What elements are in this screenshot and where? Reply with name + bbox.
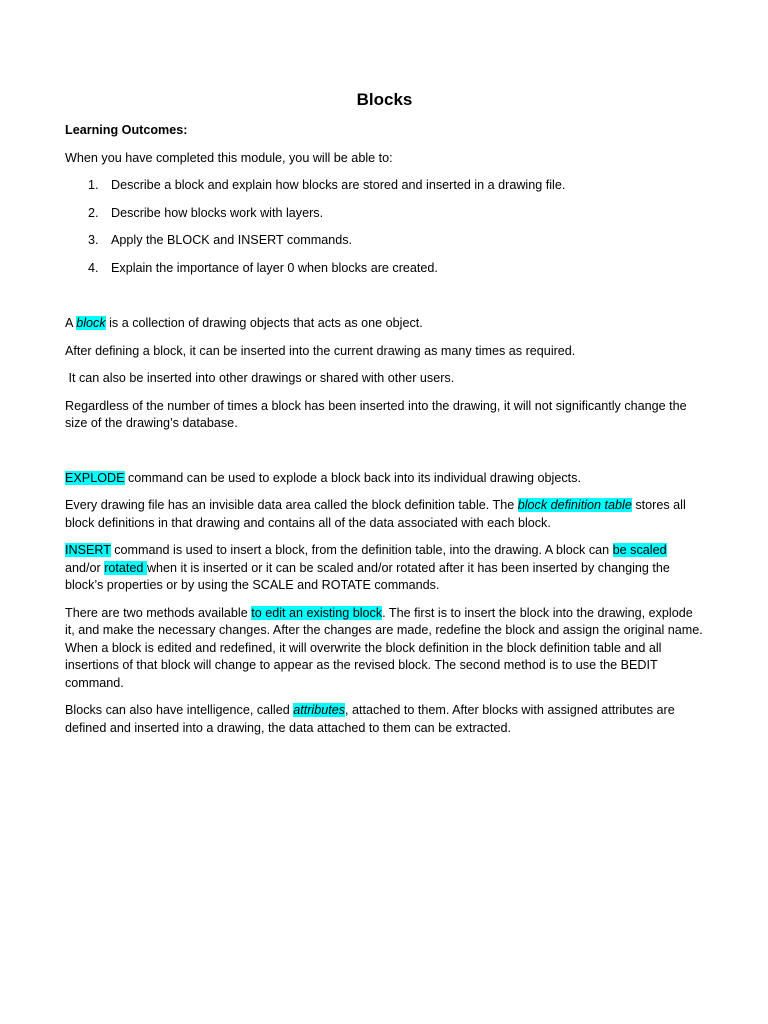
list-item-text: Describe a block and explain how blocks are stored and inserted in a drawing file.: [111, 178, 566, 192]
list-item-number: 1.: [88, 178, 99, 192]
list-item: [65, 205, 704, 223]
block-definition-paragraph: [65, 315, 704, 333]
list-item-text: Describe how blocks work with layers.: [111, 205, 324, 220]
attributes-paragraph: [65, 702, 704, 737]
list-item-number: 4.: [88, 260, 99, 275]
edit-block-paragraph: [65, 605, 704, 693]
list-item-number: 3.: [88, 233, 99, 247]
text-run: and/or: [65, 560, 105, 575]
highlight-explode: EXPLODE: [65, 470, 125, 485]
highlight-block-definition-table: block definition table: [517, 498, 632, 512]
learning-outcomes-intro: When you have completed this module, you will be able to:: [65, 150, 393, 165]
highlight-attributes: attributes: [293, 703, 346, 717]
text-run: . The first is to insert the block into the drawing, explode it, and make the necessary changes. After the changes are made, redefine the block and assign the original name. When a block is edited and redefined, it will overwrite the block definition in the block definition table and all insertions of that block will change to appear as the revised block. The second method is to use the BEDIT command.: [65, 605, 703, 690]
definition-table-paragraph: [65, 497, 704, 532]
highlight-edit-existing-block: to edit an existing block: [251, 605, 383, 620]
list-item: [65, 177, 704, 195]
list-item-text: Explain the importance of layer 0 when blocks are created.: [111, 260, 438, 275]
highlight-insert: INSERT: [65, 543, 111, 557]
page-title: Blocks: [356, 90, 413, 109]
learning-outcomes-list: [65, 177, 704, 277]
list-item: [65, 232, 704, 250]
share-paragraph: It can also be inserted into other drawings or shared with other users.: [65, 371, 455, 385]
insert-command-paragraph: [65, 542, 704, 595]
text-run: Blocks can also have intelligence, called: [65, 703, 294, 717]
highlight-block-term: block: [76, 316, 106, 330]
text-run: Every drawing file has an invisible data area called the block definition table. The: [65, 498, 518, 512]
text-run: There are two methods available: [65, 605, 252, 620]
text-run: when it is inserted or it can be scaled and/or rotated after it has been inserted by changing the block’s properties or by using the SCALE and ROTATE commands.: [65, 560, 670, 592]
text-run: , attached to them. After blocks with assigned attributes are defined and inserted into a drawing, the data attached to them can be extracted.: [65, 703, 675, 735]
learning-outcomes-heading: Learning Outcomes:: [65, 123, 188, 137]
list-item: [65, 260, 704, 278]
explode-paragraph: [65, 470, 704, 488]
text-run: stores all block definitions in that drawing and contains all of the data associated with each block.: [65, 498, 686, 530]
highlight-be-scaled: be scaled: [612, 543, 667, 557]
text-run: command can be used to explode a block back into its individual drawing objects.: [124, 470, 581, 485]
list-item-number: 2.: [88, 205, 99, 220]
text-run: command is used to insert a block, from the definition table, into the drawing. A block can: [110, 543, 613, 557]
database-size-paragraph: Regardless of the number of times a block has been inserted into the drawing, it will not significantly change the size of the drawing’s database.: [65, 398, 687, 430]
highlight-rotated: rotated: [104, 560, 147, 575]
insert-times-paragraph: After defining a block, it can be inserted into the current drawing as many times as required.: [65, 343, 576, 358]
text-run: A: [65, 316, 77, 330]
list-item-text: Apply the BLOCK and INSERT commands.: [111, 233, 353, 247]
text-run: is a collection of drawing objects that acts as one object.: [105, 316, 423, 330]
